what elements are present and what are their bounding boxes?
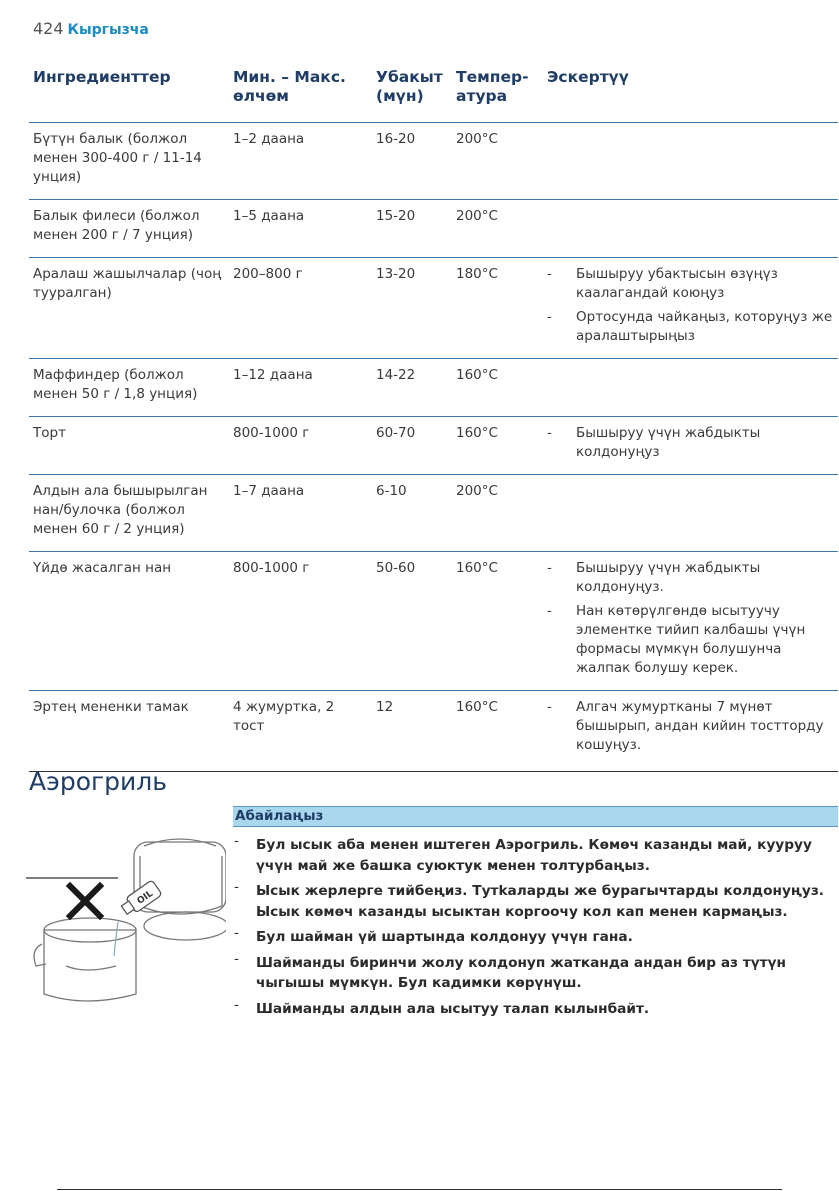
note-list xyxy=(547,559,834,678)
cell-time: 12 xyxy=(372,691,452,772)
cell-time: 14-22 xyxy=(372,359,452,417)
cell-note xyxy=(543,691,838,772)
table-header-row xyxy=(29,68,838,123)
cell-ingredient: Үйдө жасалган нан xyxy=(29,552,229,691)
cell-ingredient: Торт xyxy=(29,417,229,475)
cell-amount: 1–5 даана xyxy=(229,200,372,258)
basket-body xyxy=(44,930,136,1001)
cell-time: 13-20 xyxy=(372,258,452,359)
cell-ingredient: Бүтүн балык (болжол менен 300-400 г / 11-14 унция) xyxy=(29,123,229,200)
cell-time: 6-10 xyxy=(372,475,452,552)
cell-temperature: 160°C xyxy=(452,359,543,417)
header-time: Убакыт (мүн) xyxy=(372,68,452,123)
cell-ingredient: Эртең мененки тамак xyxy=(29,691,229,772)
cell-amount: 800-1000 г xyxy=(229,552,372,691)
cell-amount: 1–12 даана xyxy=(229,359,372,417)
table-row xyxy=(29,552,838,691)
cell-note xyxy=(543,552,838,691)
note-item: - Ортосунда чайкаңыз, которуңуз же аралаштырыңыз xyxy=(547,308,834,346)
cell-ingredient: Маффиндер (болжол менен 50 г / 1,8 унция) xyxy=(29,359,229,417)
language-label: Кыргызча xyxy=(67,22,149,38)
cell-temperature: 160°C xyxy=(452,552,543,691)
cell-note xyxy=(543,475,838,552)
note-item: - Бышыруу үчүн жабдыкты колдонуңуз xyxy=(547,424,834,462)
cell-note xyxy=(543,123,838,200)
table-row xyxy=(29,417,838,475)
cell-amount: 4 жумуртка, 2 тост xyxy=(229,691,372,772)
table-row xyxy=(29,475,838,552)
basket-ridge xyxy=(66,966,116,970)
header-temperature: Темпер-атура xyxy=(452,68,543,123)
warning-title: Абайлаңыз xyxy=(233,806,838,827)
cell-amount: 800-1000 г xyxy=(229,417,372,475)
cell-time: 60-70 xyxy=(372,417,452,475)
cell-time: 50-60 xyxy=(372,552,452,691)
cell-ingredient: Аралаш жашылчалар (чоң тууралган) xyxy=(29,258,229,359)
table-row xyxy=(29,200,838,258)
note-item: - Нан көтөрүлгөндө ысытуучу элементке тийип калбашы үчүн формасы мүмкүн болушунча жалпак болушу керек. xyxy=(547,602,834,678)
header-ingredient: Ингредиенттер xyxy=(29,68,229,123)
table-row xyxy=(29,359,838,417)
cell-temperature: 160°C xyxy=(452,417,543,475)
cell-temperature: 200°C xyxy=(452,200,543,258)
cooking-table xyxy=(29,68,838,772)
footer-divider xyxy=(57,1189,782,1190)
cell-amount: 1–7 даана xyxy=(229,475,372,552)
cell-amount: 1–2 даана xyxy=(229,123,372,200)
note-item: - Бышыруу үчүн жабдыкты колдонуңуз. xyxy=(547,559,834,597)
warning-item: - Бул ысык аба менен иштеген Аэрогриль. Көмөч казанды май, кууруу үчүн май же башка суюктук менен толтурбаңыз. xyxy=(233,835,838,876)
page-header xyxy=(33,19,149,38)
cell-note xyxy=(543,258,838,359)
header-note: Эскертүү xyxy=(543,68,838,123)
section-title: Аэрогриль xyxy=(29,767,167,796)
no-oil-illustration xyxy=(26,826,226,1006)
table-row xyxy=(29,258,838,359)
cell-time: 16-20 xyxy=(372,123,452,200)
warning-item: - Шайманды алдын ала ысытуу талап кылынбайт. xyxy=(233,999,838,1020)
cell-note xyxy=(543,359,838,417)
cell-note xyxy=(543,200,838,258)
warning-item: - Шайманды биринчи жолу колдонуп жатканда андан бир аз түтүн чыгышы мүмкүн. Бул кадимки көрүнүш. xyxy=(233,953,838,994)
cell-temperature: 200°C xyxy=(452,123,543,200)
cell-temperature: 180°C xyxy=(452,258,543,359)
cross-icon xyxy=(70,886,100,916)
cell-note xyxy=(543,417,838,475)
oil-label: OIL xyxy=(135,888,156,907)
warning-box xyxy=(233,806,838,1024)
cell-ingredient: Алдын ала бышырылган нан/булочка (болжол менен 60 г / 2 унция) xyxy=(29,475,229,552)
note-item: - Бышыруу убактысын өзүңүз каалагандай коюңуз xyxy=(547,265,834,303)
header-amount: Мин. – Макс. өлчөм xyxy=(229,68,372,123)
warning-list xyxy=(233,835,838,1019)
cell-temperature: 160°C xyxy=(452,691,543,772)
note-list xyxy=(547,698,834,755)
cell-temperature: 200°C xyxy=(452,475,543,552)
cell-amount: 200–800 г xyxy=(229,258,372,359)
airfryer-base xyxy=(144,912,226,940)
note-item: - Алгач жумуртканы 7 мүнөт бышырып, андан кийин тостторду кошуңуз. xyxy=(547,698,834,755)
cell-time: 15-20 xyxy=(372,200,452,258)
warning-item: - Бул шайман үй шартында колдонуу үчүн гана. xyxy=(233,927,838,948)
page-number: 424 xyxy=(33,19,64,38)
table-row xyxy=(29,691,838,772)
warning-item: - Ысык жерлерге тийбеңиз. Тутkaларды же бурагычтарды колдонуңуз. Ысык көмөч казанды ысыктан коргоочу кол кап менен кармаңыз. xyxy=(233,881,838,922)
note-list xyxy=(547,265,834,346)
table-row xyxy=(29,123,838,200)
note-list xyxy=(547,424,834,462)
cell-ingredient: Балык филеси (болжол менен 200 г / 7 унция) xyxy=(29,200,229,258)
